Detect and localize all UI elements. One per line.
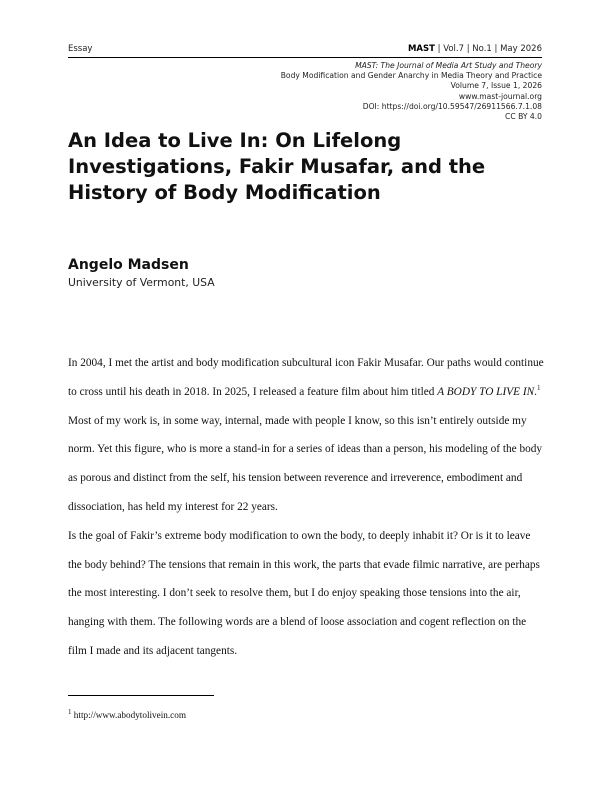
issue-info: | Vol.7 | No.1 | May 2026 bbox=[434, 44, 542, 54]
footnote-url[interactable]: http://www.abodytolivein.com bbox=[71, 710, 186, 720]
paragraph-1-text-a: In 2004, I met the artist and body modification subcultural icon Fakir Musafar. Our paths would continue to cross until his death in 2018. In 2025, I released a feature film about him titled bbox=[68, 357, 544, 398]
license: CC BY 4.0 bbox=[505, 112, 542, 122]
footnote-reference[interactable]: 1 bbox=[536, 384, 541, 393]
doi-link[interactable]: DOI: https://doi.org/10.59547/26911566.7.1.08 bbox=[362, 101, 542, 111]
journal-full-name: MAST: The Journal of Media Art Study and Theory bbox=[355, 61, 542, 70]
paragraph-2: Is the goal of Fakir’s extreme body modification to own the body, to deeply inhabit it? Or is it to leave the body behind? The tensions that remain in this work, the parts that evade filmic narrative, are perhaps the most interesting. I don’t seek to resolve them, but I do enjoy speaking those tensions into the air, hanging with them. The following words are a blend of loose association and cogent reflection on the film I made and its adjacent tangents. bbox=[68, 529, 540, 657]
article-title: An Idea to Live In: On Lifelong Investigations, Fakir Musafar, and the History of Body Modification bbox=[68, 129, 486, 204]
author-affiliation: University of Vermont, USA bbox=[68, 276, 215, 289]
header-rule bbox=[68, 57, 542, 58]
publication-meta bbox=[281, 61, 542, 122]
section-label: Essay bbox=[68, 44, 93, 54]
footnote bbox=[68, 707, 186, 720]
journal-website[interactable]: www.mast-journal.org bbox=[458, 91, 542, 101]
journal-short-name: MAST bbox=[407, 44, 435, 54]
running-header bbox=[68, 44, 542, 58]
paragraph-1: In 2004, I met the artist and body modification subcultural icon Fakir Musafar. Our paths would continue to cross until his death in 2018. In 2025, I released a feature film about him titled A BODY TO LIVE IN.$^1$ Most of my work is, in some way, internal, made with people I know, so this isn’t entirely outside my norm. Yet this figure, who is more a stand-in for a series of ideas than a person, his modeling of the body as porous and distinct from the self, his tension between reverence and irreverence, embodiment and dissociation, has held my interest for 22 years. bbox=[68, 357, 544, 513]
footnote-rule bbox=[68, 695, 214, 696]
author-name: Angelo Madsen bbox=[68, 257, 189, 273]
volume-info: Volume 7, Issue 1, 2026 bbox=[450, 81, 542, 91]
footnote-mark: 1 bbox=[68, 707, 72, 716]
paragraph-1-text-b: Most of my work is, in some way, internal, made with people I know, so this isn’t entirely outside my norm. Yet this figure, who is more a stand-in for a series of ideas than a person, his modeling of the body as porous and distinct from the self, his tension between reverence and irreverence, embodiment and dissociation, has held my interest for 22 years. bbox=[68, 414, 543, 513]
film-title: A BODY TO LIVE IN bbox=[437, 385, 535, 398]
journal-issue-info bbox=[408, 44, 542, 54]
article-body bbox=[68, 349, 544, 666]
special-issue-title: Body Modification and Gender Anarchy in Media Theory and Practice bbox=[280, 71, 542, 81]
